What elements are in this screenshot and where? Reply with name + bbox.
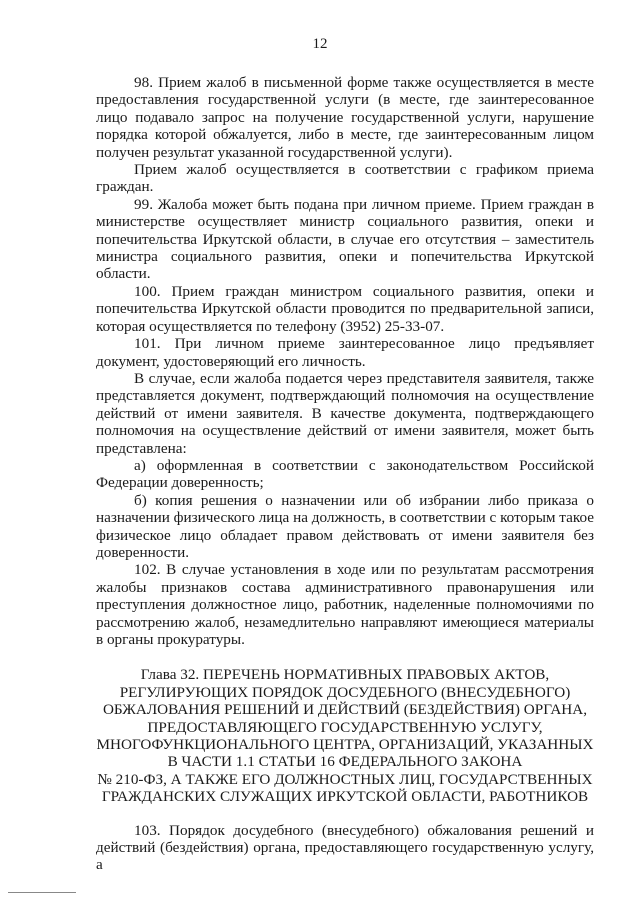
chapter-heading-line: РЕГУЛИРУЮЩИХ ПОРЯДОК ДОСУДЕБНОГО (ВНЕСУДЕБНОГО) — [119, 683, 571, 701]
chapter-heading — [96, 666, 594, 805]
chapter-heading-line: ПРЕДОСТАВЛЯЮЩЕГО ГОСУДАРСТВЕННУЮ УСЛУГУ, — [147, 718, 543, 736]
paragraph-98: 98. Прием жалоб в письменной форме также осуществляется в месте предоставления государственной услуги (в месте, где заинтересованное лицо подавало запрос на получение государственной услуги, нарушение порядка которой обжалуется, либо в месте, где заинтересованным лицом получен результат указанной государственной услуги). — [96, 74, 594, 161]
chapter-heading-line: ОБЖАЛОВАНИЯ РЕШЕНИЙ И ДЕЙСТВИЙ (БЕЗДЕЙСТВИЯ) ОРГАНА, — [102, 701, 588, 719]
paragraph-schedule: Прием жалоб осуществляется в соответствии с графиком приема граждан. — [96, 161, 594, 196]
chapter-heading-line: ГРАЖДАНСКИХ СЛУЖАЩИХ ИРКУТСКОЙ ОБЛАСТИ, РАБОТНИКОВ — [101, 788, 589, 806]
paragraph-102: 102. В случае установления в ходе или по результатам рассмотрения жалобы признаков состава административного правонарушения или преступления должностное лицо, работник, наделенные полномочиями по рассмотрению жалоб, незамедлительно направляют имеющиеся материалы в органы прокуратуры. — [96, 561, 594, 648]
chapter-heading-line: № 210-ФЗ, А ТАКЖЕ ЕГО ДОЛЖНОСТНЫХ ЛИЦ, ГОСУДАРСТВЕННЫХ — [97, 770, 593, 788]
paragraph-99: 99. Жалоба может быть подана при личном приеме. Прием граждан в министерстве осуществляет министр социального развития, опеки и попечительства Иркутской области, в случае его отсутствия – заместитель министра социального развития, опеки и попечительства Иркутской области. — [96, 195, 594, 283]
chapter-heading-line: Глава 32. ПЕРЕЧЕНЬ НОРМАТИВНЫХ ПРАВОВЫХ АКТОВ, — [140, 666, 550, 684]
paragraph-103: 103. Порядок досудебного (внесудебного) обжалования решений и действий (бездействия) органа, предоставляющего государственную услугу, а — [96, 821, 594, 874]
chapter-heading-line: В ЧАСТИ 1.1 СТАТЬИ 16 ФЕДЕРАЛЬНОГО ЗАКОНА — [167, 753, 523, 771]
footnote-divider — [8, 892, 76, 893]
page-number: 12 — [312, 36, 328, 52]
paragraph-101: 101. При личном приеме заинтересованное лицо предъявляет документ, удостоверяющий его личность. — [96, 335, 594, 370]
document-body — [96, 74, 594, 874]
paragraph-item-a: а) оформленная в соответствии с законодательством Российской Федерации доверенность; — [96, 456, 594, 492]
chapter-heading-line: МНОГОФУНКЦИОНАЛЬНОГО ЦЕНТРА, ОРГАНИЗАЦИЙ, УКАЗАННЫХ — [96, 736, 594, 754]
paragraph-representative: В случае, если жалоба подается через представителя заявителя, также представляется документ, подтверждающий полномочия на осуществление действий от имени заявителя. В качестве документа, подтверждающего полномочия на осуществление действий от имени заявителя, может быть представлена: — [96, 369, 594, 457]
paragraph-100: 100. Прием граждан министром социального развития, опеки и попечительства Иркутской области проводится по предварительной записи, которая осуществляется по телефону (3952) 25-33-07. — [96, 282, 594, 335]
paragraph-item-b: б) копия решения о назначении или об избрании либо приказа о назначении физического лица на должность, в соответствии с которым такое физическое лицо обладает правом действовать от имени заявителя без доверенности. — [96, 491, 594, 561]
